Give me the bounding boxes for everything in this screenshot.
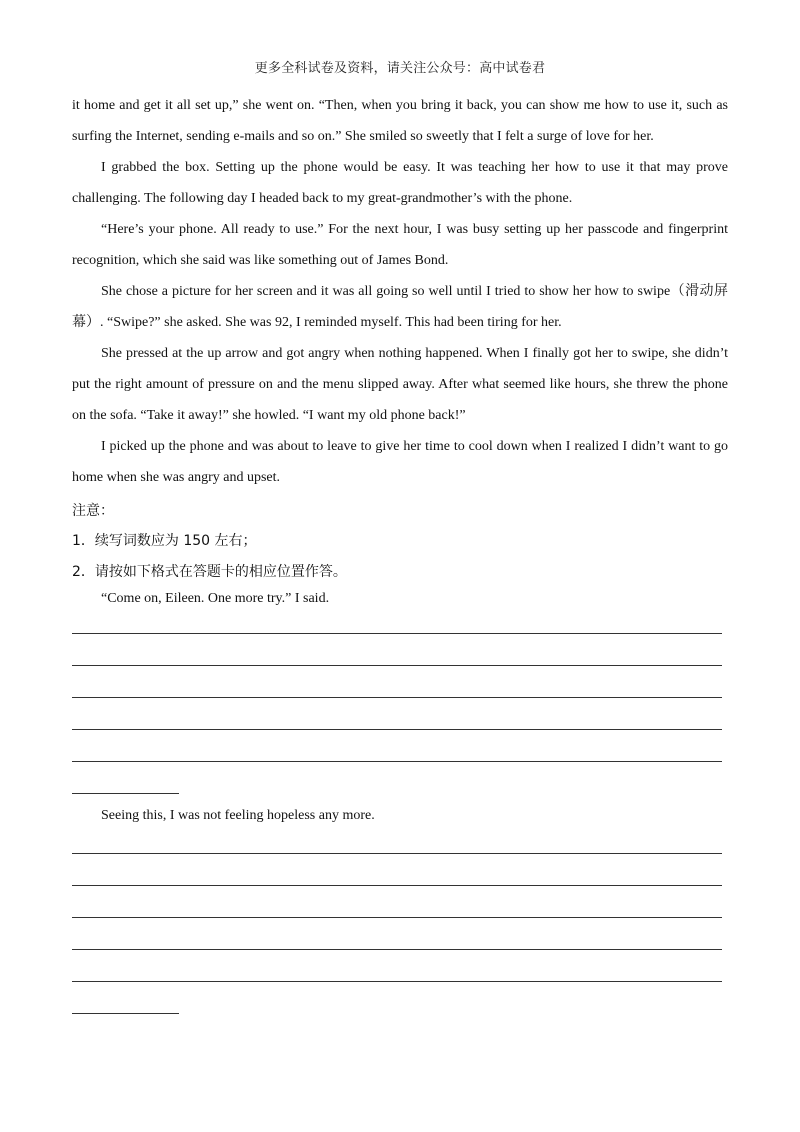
answer-line[interactable] — [72, 949, 722, 950]
answer-line-short[interactable] — [72, 1013, 179, 1014]
answer-line-short[interactable] — [72, 793, 179, 794]
passage-paragraph-5: She pressed at the up arrow and got angry when nothing happened. When I finally got her to swipe, she didn’t put the right amount of pressure on and the menu slipped away. After what seemed like hours, she threw the phone on the sofa. “Take it away!” she howled. “I want my old phone back!” — [72, 346, 728, 423]
notes-item-1: 1．续写词数应为 150 左右； — [72, 533, 257, 549]
passage-paragraph-6: I picked up the phone and was about to leave to give her time to cool down when I realized I didn’t want to go home when she was angry and upset. — [72, 439, 728, 485]
answer-line[interactable] — [72, 761, 722, 762]
answer-prompt-2: Seeing this, I was not feeling hopeless any more. — [101, 808, 375, 823]
answer-prompt-1: “Come on, Eileen. One more try.” I said. — [101, 591, 330, 606]
answer-line[interactable] — [72, 917, 722, 918]
answer-line[interactable] — [72, 697, 722, 698]
page-header-banner: 更多全科试卷及资料，请关注公众号：高中试卷君 — [254, 61, 546, 76]
passage — [72, 90, 728, 493]
answer-line[interactable] — [72, 885, 722, 886]
answer-line[interactable] — [72, 853, 722, 854]
passage-paragraph-4: She chose a picture for her screen and it was all going so well until I tried to show her how to swipe（滑动屏幕）. “Swipe?” she asked. She was 92, I reminded myself. This had been tiring for her. — [72, 284, 728, 330]
answer-line[interactable] — [72, 981, 722, 982]
passage-paragraph-3: “Here’s your phone. All ready to use.” For the next hour, I was busy setting up her passcode and fingerprint recognition, which she said was like something out of James Bond. — [72, 222, 728, 268]
notes-item-2: 2．请按如下格式在答题卡的相应位置作答。 — [72, 564, 347, 580]
passage-paragraph-1: it home and get it all set up,” she went on. “Then, when you bring it back, you can show me how to use it, such as surfing the Internet, sending e-mails and so on.” She smiled so sweetly that I felt a surge of love for her. — [72, 98, 728, 144]
answer-line[interactable] — [72, 633, 722, 634]
answer-line[interactable] — [72, 729, 722, 730]
passage-paragraph-2: I grabbed the box. Setting up the phone would be easy. It was teaching her how to use it that may prove challenging. The following day I headed back to my great-grandmother’s with the phone. — [72, 160, 728, 206]
notes-title: 注意： — [72, 503, 114, 519]
answer-line[interactable] — [72, 665, 722, 666]
